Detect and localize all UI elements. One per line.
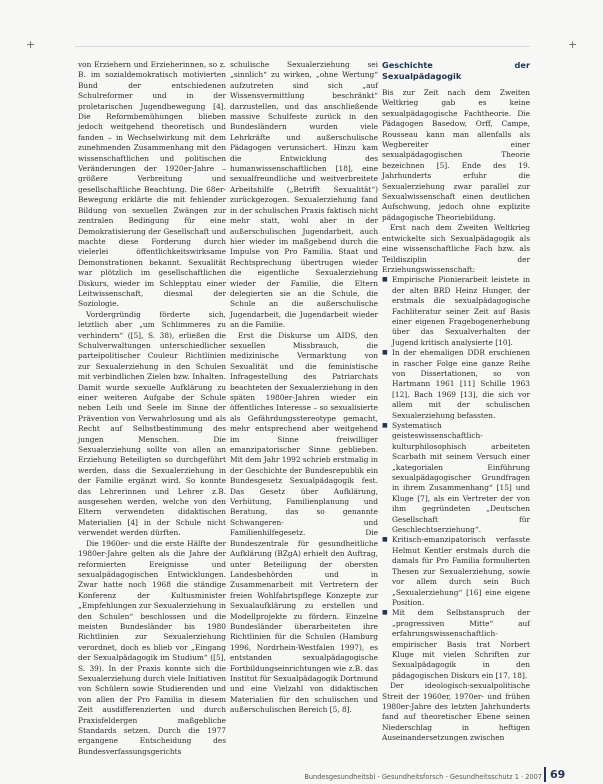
- paragraph: Bis zur Zeit nach dem Zweiten Weltkrieg gab es keine sexualpädagogische Fachtheorie. Die Pädagogen Basedow, Orff, Campe, Rousseau kann man allenfalls als Wegbereiter einer sexualpädagogischen Theorie bezeichnen [5]. Ende des 19. Jahrhunderts erfuhr die Sexualerziehung zwar parallel zur Sexualwissenschaft einen deutlichen Aufschwung, jedoch ohne explizite pädagogische Theoriebildung.: [382, 88, 530, 222]
- paragraph: Die 1960er- und die erste Hälfte der 1980er-Jahre gelten als die Jahre der reformierten Ereignisse und sexualpädagogischen Entwicklungen. Zwar hatte noch 1968 die ständige Konferenz der Kultusminister „Empfehlungen zur Sexualerziehung in den Schulen“ beschlossen und die meisten Bundesländer bis 1980 Richtlinien zur Sexualerziehung verordnet, doch es blieb vor „Eingang der Sexualpädagogik im Studium“ ([5], S. 39). In der Praxis konnte sich die Sexualerziehung durch viele Initiativen von Schülern sowie Studierenden und von allen der Pro Familia in diesem Zeit ausdifferenzierten und durch Praxisfeldergen maßgebliche Standards setzen. Durch die 1977 ergangene Entscheidung des Bundesverfassungsgerichts: [78, 538, 226, 756]
- paragraph: Der ideologisch-sexualpolitische Streit der 1960er, 1970er- und frühen 1980er-Jahre des letzten Jahrhunderts fand auf theoretischer Ebene seinen Niederschlag in heftigen Auseinandersetzungen zwischen: [382, 681, 530, 743]
- paragraph: Erst nach dem Zweiten Weltkrieg entwickelte sich Sexualpädagogik als eine wissenschaftliche Fach bzw. als Teildisziplin der Erziehungswissenschaft:: [382, 223, 530, 274]
- crop-mark-top-right: +: [568, 38, 578, 51]
- header-rule: [75, 46, 530, 47]
- crop-mark-top-left: +: [26, 38, 36, 51]
- text-column-left: [78, 60, 226, 757]
- list-item: ■ Mit dem Selbstanspruch der „progressiven Mitte“ auf erfahrungswissenschaftlich-empirischer Basis trat Norbert Kluge mit vielen Schriften zur Sexualpädagogik in den pädagogischen Diskurs ein [17, 18].: [382, 608, 530, 681]
- bullet-list: [382, 275, 530, 681]
- paragraph: Vordergründig förderte sich, letztlich aber „um Schlimmeres zu verhindern“ ([5], S. 38), erließen die Schulverwaltungen unterschiedlicher parteipolitischer Couleur Richtlinien zur Sexualerziehung in den Schulen mit verbindlichen Zielen bzw. Inhalten. Damit wurde sexuelle Aufklärung zu einer weiteren Aufgabe der Schule neben Leib und Seele im Sinne der Prävention von Verwahrlosung und als Recht auf Selbstbestimmung des jungen Menschen. Die Sexualerziehung sollte von allen an Erziehung Beteiligten so durchgeführt werden, dass die Sexualerziehung in der Familie ergänzt wird. So konnte das Lehrerinnen und Lehrer z.B. ausgesehen werden, welche von den Eltern verwendeten didaktischen Materialien [4] in der Schule nicht verwendet werden dürften.: [78, 309, 226, 538]
- paragraph: schulische Sexualerziehung sei „sinnlich“ zu wirken, „ohne Wertung“ aufzutreten sind sich „auf Wissensvermittlung beschränkt“ darzustellen, und das anschließende massive Schulfeste zurück in den Bundesländern wurden viele Lehrkräfte und außerschulische Pädagogen verunsichert. Hinzu kam die Entwicklung des humanwissenschaftlichen [18], eine sexualfreundliche und weitverbreitete Arbeitshilfe („Betrifft Sexualität“) zurückgezogen. Sexualerziehung fand in der schulischen Praxis faktisch nicht mehr statt, wohl aber in der außerschulischen Jugendarbeit, auch hier wieder im maßgebend durch die Impulse von Pro Familia. Staat und Rechtsprechung übertrugen wieder die eigentliche Sexualerziehung wieder der Familie, die Eltern delegierten sie an die Schule, die Schule an die außerschulische Jugendarbeit, die Jugendarbeit wieder an die Familie.: [230, 60, 378, 330]
- paragraph: Erst die Diskurse um AIDS, den sexuellen Missbrauch, die medizinische Vermarktung von Sexualität und die feministische Infragestellung des Patriarchats beachteten der Sexualerziehung in den späten 1980er-Jahren wieder ein öffentliches Interesse – so sexualisierte als Gefährdungsstereotype gemacht, mehr entsprechend aber weitgehend im Sinne freiwilliger emanzipatorischer Sinne geblieben. Mit dem Jahr 1992 schrieb erstmalig in der Geschichte der Bundesrepublik ein Bundesgesetz Sexualpädagogik fest. Das Gesetz über Aufklärung, Verhütung, Familienplanung und Beratung, das so genannte Schwangeren- und Familienhilfegesetz. Die Bundeszentrale für gesundheitliche Aufklärung (BZgA) erhielt den Auftrag, unter Beteiligung der obersten Landesbehörden und in Zusammenarbeit mit Vertretern der freien Wohlfahrtspflege Konzepte zur Sexualaufklärung zu erstellen und Modellprojekte zu fördern. Einzelne Bundesländer überarbeiteten ihre Richtlinien für die Schulen (Hamburg 1996, Nordrhein-Westfalen 1997), es entstanden sexualpädagogische Fortbildungseinrichtungen wie z.B. das Institut für Sexualpädagogik Dortmund und eine Vielzahl von didaktischen Materialien für den schulischen und außerschulischen Bereich [5, 8].: [230, 330, 378, 715]
- page-number: 69: [550, 768, 566, 781]
- journal-footer: Bundesgesundheitsbl - Gesundheitsforsch - Gesundheitsschutz 1 · 2007: [304, 773, 542, 781]
- text-column-middle: [230, 60, 378, 716]
- list-item: ■ Empirische Pionierarbeit leistete in der alten BRD Heinz Hunger, der erstmals die sexualpädagogische Fachliteratur seiner Zeit auf Basis einer eigenen Fragebogenerhebung über das Sexualverhalten der Jugend kritisch analysierte [10].: [382, 275, 530, 348]
- text-column-right: [382, 60, 530, 744]
- list-item: ■ Systematisch geisteswissenschaftlich-kulturphilosophisch arbeiteten Scarbath mit seinem Versuch einer „kategorialen Einführung sexualpädagogischer Grundfragen in ihrem Zusammenhang“ [15] und Kluge [7], als ein Vertreter der von ihm gegründeten „Deutschen Gesellschaft für Geschlechtserziehung“.: [382, 421, 530, 535]
- list-item: ■ In der ehemaligen DDR erschienen in rascher Folge eine ganze Reihe von Dissertationen, so von Hartmann 1961 [11] Schille 1963 [12], Bach 1969 [13], die sich vor allem mit der schulischen Sexualerziehung befassten.: [382, 348, 530, 421]
- footer-divider: [544, 767, 546, 782]
- list-item: ■ Kritisch-emanzipatorisch verfasste Helmut Kentler erstmals durch die damals für Pro Familia formulierten Thesen zur Sexualerziehung, sowie vor allem durch sein Buch „Sexualerziehung“ [16] eine eigene Position.: [382, 535, 530, 608]
- paragraph: von Erziehern und Erzieherinnen, so z. B. im sozialdemokratisch motivierten Bund der entschiedenen Schulreformer und in der proletarischen Jugendbewegung [4]. Die Reformbemühungen blieben jedoch weitgehend theoretisch und fanden – in Wechselwirkung mit dem zunehmenden Zusammenhang mit den wissenschaftlichen und politischen Veränderungen der 1920er-Jahre – größere Verbreitung und gesellschaftliche Beachtung. Die 68er-Bewegung erklärte die mit fehlender Bildung von sexuellen Zwängen zur zentralen Bedingung für eine Demokratisierung der Gesellschaft und machte diese Forderung durch vielerlei öffentlichkeitswirksame Demonstrationen bekannt. Sexualität war plötzlich im gesellschaftlichen Diskurs, wieder im Schlepptau einer Leitwissenschaft, diesmal der Soziologie.: [78, 60, 226, 309]
- section-heading: Geschichte der Sexualpädagogik: [382, 60, 530, 81]
